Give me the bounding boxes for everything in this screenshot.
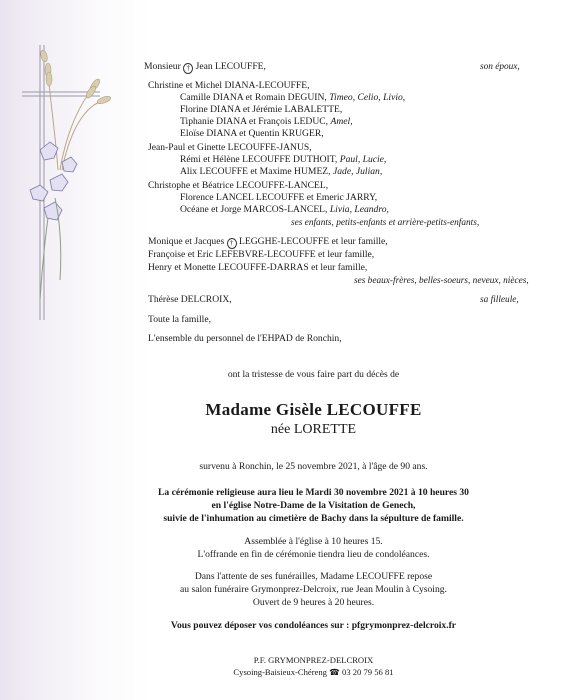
family-line: Henry et Monette LECOUFFE-DARRAS et leur famille, — [148, 262, 368, 273]
family-line: Françoise et Eric LEFEBVRE-LECOUFFE et leur famille, — [148, 249, 375, 260]
family-line — [180, 204, 389, 215]
phone-icon: ☎ — [329, 667, 340, 677]
in-laws-caption: ses beaux-frères, belles-soeurs, neveux, nièces, — [354, 276, 529, 286]
birth-name: née LORETTE — [270, 422, 357, 437]
family-line — [148, 236, 388, 249]
family-line: Florine DIANA et Jérémie LABALETTE, — [180, 104, 343, 115]
family-line — [144, 61, 266, 74]
goddaughter-name: Thérèse DELCROIX, — [148, 294, 232, 305]
funeral-home-line: au salon funéraire Grymonprez-Delcroix, rue Jean Moulin à Cysoing. — [180, 584, 447, 595]
footer-contact — [60, 667, 567, 677]
family-line: Toute la famille, — [148, 314, 211, 325]
goddaughter-role: sa filleule, — [480, 295, 519, 305]
family-kids: Timeo, Celio, Livio, — [329, 92, 406, 103]
funeral-home-line: Dans l'attente de ses funérailles, Madame LECOUFFE repose — [194, 571, 433, 582]
gathering-line: L'offrande en fin de cérémonie tiendra lieu de condoléances. — [197, 549, 430, 560]
family-kids: Paul, Lucie, — [339, 154, 387, 165]
family-text: Océane et Jorge MARCOS-LANCEL, — [180, 204, 328, 215]
family-line: Jean-Paul et Ginette LECOUFFE-JANUS, — [148, 142, 312, 153]
family-text: Monique et Jacques — [148, 236, 225, 247]
spouse-role: son époux, — [480, 62, 520, 72]
footer-phone: 03 20 79 56 81 — [342, 667, 394, 677]
family-text: Rémi et Hélène LECOUFFE DUTHOIT, — [180, 154, 338, 165]
family-line: L'ensemble du personnel de l'EHPAD de Ronchin, — [148, 333, 342, 344]
footer-address: Cysoing-Baisieux-Chéreng — [233, 667, 327, 677]
family-text: Camille DIANA et Romain DEGUIN, — [180, 92, 327, 103]
condolences-line: Vous pouvez déposer vos condoléances sur : pfgrymonprez-delcroix.fr — [170, 620, 457, 631]
cross-flowers-illustration — [0, 30, 120, 330]
family-line: Christine et Michel DIANA-LECOUFFE, — [148, 80, 310, 91]
family-kids: Jade, Julian, — [332, 166, 383, 177]
funeral-home-line: Ouvert de 9 heures à 20 heures. — [252, 597, 375, 608]
family-line — [180, 154, 386, 165]
cross-icon: † — [227, 238, 237, 249]
descendants-caption: ses enfants, petits-enfants et arrière-petits-enfants, — [291, 218, 480, 228]
family-text: Alix LECOUFFE et Maxime HUMEZ, — [180, 166, 331, 177]
family-kids: Livia, Leandro, — [329, 204, 389, 215]
gathering-line: Assemblée à l'église à 10 heures 15. — [244, 536, 383, 547]
ceremony-line: La cérémonie religieuse aura lieu le Mardi 30 novembre 2021 à 10 heures 30 — [158, 487, 469, 498]
family-line — [180, 92, 405, 103]
cross-icon: † — [183, 63, 193, 74]
family-line — [180, 116, 353, 127]
death-notice: survenu à Ronchin, le 25 novembre 2021, à l'âge de 90 ans. — [199, 461, 428, 472]
ceremony-line: en l'église Notre-Dame de la Visitation de Genech, — [211, 500, 416, 511]
ceremony-line: suivie de l'inhumation au cimetière de Bachy dans la sépulture de famille. — [163, 513, 464, 524]
family-line: Eloïse DIANA et Quentin KRUGER, — [180, 128, 324, 139]
spouse-name: Jean LECOUFFE, — [195, 61, 266, 72]
family-line — [180, 166, 382, 177]
family-text: Tiphanie DIANA et François LEDUC, — [180, 116, 329, 127]
spouse-title: Monsieur — [144, 61, 181, 72]
footer-company: P.F. GRYMONPREZ-DELCROIX — [253, 655, 374, 665]
family-line: Florence LANCEL LECOUFFE et Emeric JARRY, — [180, 192, 378, 203]
family-kids: Amel, — [330, 116, 353, 127]
deceased-name: Madame Gisèle LECOUFFE — [205, 400, 422, 419]
family-line: Christophe et Béatrice LECOUFFE-LANCEL, — [148, 180, 329, 191]
intro-text: ont la tristesse de vous faire part du décès de — [227, 369, 400, 380]
family-text: LEGGHE-LECOUFFE et leur famille, — [239, 236, 388, 247]
